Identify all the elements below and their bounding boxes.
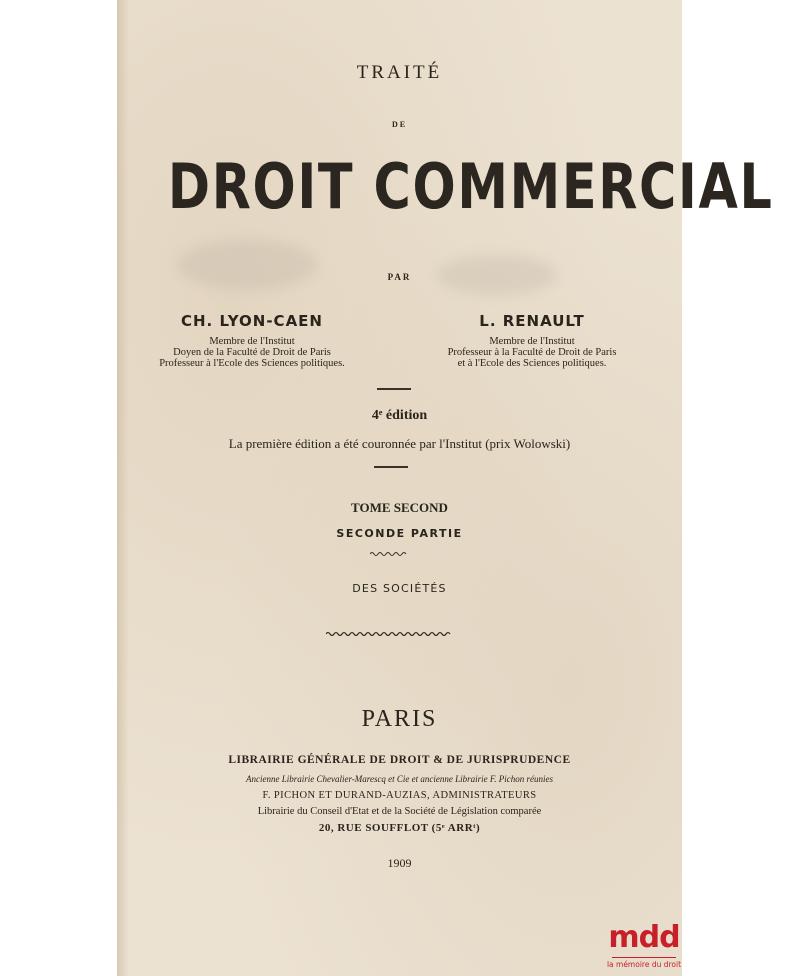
author-credential: et à l'Ecole des Sciences politiques. [457,358,607,369]
administrators: F. PICHON ET DURAND-AUZIAS, ADMINISTRATEURS [262,790,537,801]
author-credential: Professeur à l'Ecole des Sciences politiques. [159,358,345,369]
logo-underline [612,957,676,958]
mdd-logo [604,920,684,976]
author-credential: Membre de l'Institut [489,336,575,347]
by-label: PAR [387,272,412,282]
partie-label: SECONDE PARTIE [336,527,463,540]
crowned-note: La première édition a été couronnée par l'Institut (prix Wolowski) [228,436,571,451]
author-credential: Doyen de la Faculté de Droit de Paris [173,347,331,358]
logo-tagline: la mémoire du droit [606,960,682,969]
divider-rule [374,466,408,468]
publication-year: 1909 [387,856,412,870]
book-title-page [117,0,774,976]
subject-label: DES SOCIÉTÉS [352,582,447,595]
city-label: PARIS [361,706,438,732]
logo-mark: mdd [608,920,680,955]
publisher-name: LIBRAIRIE GÉNÉRALE DE DROIT & DE JURISPRUDENCE [228,754,571,766]
tome-label: TOME SECOND [351,500,448,515]
author-name: L. RENAULT [479,312,585,330]
edition-label: 4ᵉ édition [371,408,428,423]
divider-rule [377,388,411,390]
wavy-ornament [370,551,408,557]
publisher-address: 20, RUE SOUFFLOT (5ᵉ ARRᵗ) [318,822,481,834]
wavy-ornament [326,631,454,637]
heading-traite: TRAITÉ [356,62,443,83]
author-credential: Membre de l'Institut [209,336,295,347]
author-lyon-caen [122,312,382,369]
author-name: CH. LYON-CAEN [181,312,323,330]
author-renault [402,312,662,369]
conseil-note: Librairie du Conseil d'Etat et de la Société de Législation comparée [257,806,542,817]
main-title: DROIT COMMERCIAL [167,150,774,223]
author-credential: Professeur à la Faculté de Droit de Paris [447,347,617,358]
heading-de: DE [391,120,408,129]
ink-stain [177,240,317,290]
former-publishers: Ancienne Librairie Chevalier-Marescq et Cie et ancienne Librairie F. Pichon réunies [245,774,553,784]
